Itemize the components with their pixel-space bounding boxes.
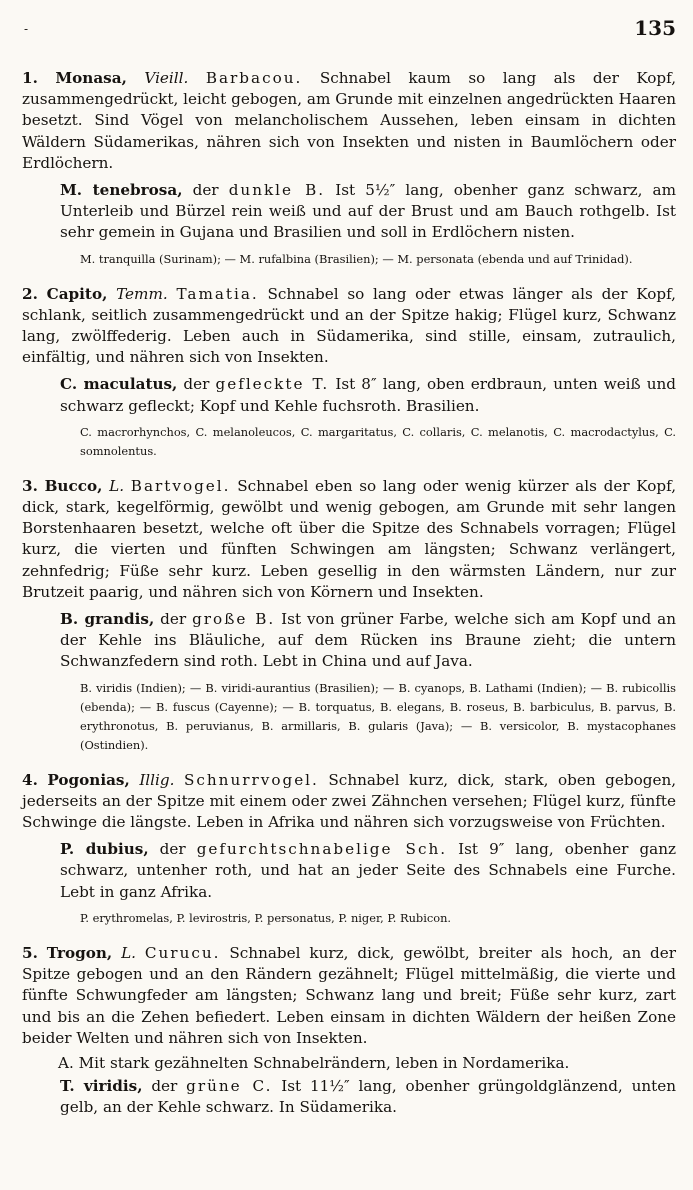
species-name: P. dubius, <box>60 840 149 859</box>
species-article: der <box>192 181 219 200</box>
genus-name: Bucco, <box>44 476 103 495</box>
species-name: T. viridis, <box>60 1077 143 1096</box>
other-species: B. viridis (Indien); — B. viridi-aurantius (Brasilien); — B. cyanops, B. Lathami (Indien); — B. rubicollis (ebenda); — B. fuscus (Cayenne); — B. torquatus, B. elegans, B. roseus, B. barbiculus, B. parvus, B. erythronotus, B. peruvianus, B. armillaris, B. gularis (Java); — B. versicolor, B. mystacophanes (Ostindien). <box>80 680 676 752</box>
species-text: Ist von grüner Farbe, welche sich am Kopf und an der Kehle ins Bläuliche, auf dem Rücken ins Braune zieht; die untern Schwanzfedern sind roth. Lebt in China und auf Java. <box>60 610 677 671</box>
genus-authority: L. <box>109 476 125 495</box>
species-text: Ist 9″ lang, obenher ganz schwarz, untenher roth, und hat an jeder Seite des Schnabels eine Furche. Lebt in ganz Afrika. <box>60 840 677 901</box>
genus-number: 4. <box>22 770 38 789</box>
genus-authority: Vieill. <box>144 69 189 87</box>
genus-number: 5. <box>22 943 38 962</box>
other-species: M. tranquilla (Surinam); — M. rufalbina (Brasilien); — M. personata (ebenda und auf Trinidad). <box>80 251 633 266</box>
species-article: der <box>151 1077 178 1096</box>
page-content <box>22 68 676 1119</box>
species-common-name: große B. <box>192 610 276 629</box>
genus-text: Schnabel kaum so lang als der Kopf, zusammengedrückt, leicht gebogen, am Grunde mit einzelnen angedrückten Haaren besetzt. Sind Vögel von melancholischem Aussehen, leben einsam in dichten Wäldern Südamerikas, nähren sich von Insekten und nisten in Baumlöchern oder Erdlöchern. <box>22 69 677 172</box>
genus-number: 1. <box>22 69 38 87</box>
genus-vernacular: Barbacou. <box>205 69 303 87</box>
genus-name: Pogonias, <box>47 770 130 789</box>
species-text: Ist 8″ lang, oben erdbraun, unten weiß und schwarz gefleckt; Kopf und Kehle fuchsroth. Brasilien. <box>60 375 677 415</box>
genus-description <box>22 770 676 834</box>
genus-entry <box>22 284 676 461</box>
species-common-name: gefleckte T. <box>215 375 330 394</box>
genus-description <box>22 476 676 603</box>
genus-number: 3. <box>22 476 38 495</box>
species-name: C. maculatus, <box>60 375 178 394</box>
species-text: Ist 11½″ lang, obenher grüngoldglänzend, unten gelb, an der Kehle schwarz. In Südamerika. <box>60 1077 677 1117</box>
genus-number: 2. <box>22 284 38 303</box>
species-common-name: gefurchtschnabelige Sch. <box>196 840 448 859</box>
species-article: der <box>160 610 187 629</box>
genus-entry <box>22 476 676 755</box>
genus-vernacular: Schnurrvogel. <box>183 770 319 789</box>
species-common-name: dunkle B. <box>228 181 326 200</box>
other-species: C. macrorhynchos, C. melanoleucos, C. margaritatus, C. collaris, C. melanotis, C. macrodactylus, C. somnolentus. <box>80 424 676 458</box>
species-common-name: grüne C. <box>186 1077 273 1096</box>
genus-description <box>22 68 676 174</box>
genus-text: Schnabel kurz, dick, stark, oben gebogen, jederseits an der Spitze mit einem oder zwei Zähnchen versehen; Flügel kurz, fünfte Schwinge die längste. Leben in Afrika und nähren sich vorzugsweise von Früchten. <box>22 770 677 832</box>
corner-mark: - <box>24 22 29 36</box>
genus-name: Capito, <box>46 284 108 303</box>
genus-name: Monasa, <box>55 69 127 87</box>
genus-entry <box>22 943 676 1119</box>
genus-vernacular: Curucu. <box>144 943 221 962</box>
genus-entry <box>22 68 676 269</box>
species-name: M. tenebrosa, <box>60 181 183 200</box>
genus-text: Schnabel so lang oder etwas länger als der Kopf, schlank, seitlich zusammengedrückt und an der Spitze hakig; Flügel kurz, Schwanz lang, zwölffederig. Leben auch in Südamerika, sind stille, einsam, zutraulich, einfältig, und nähren sich von Insekten. <box>22 284 677 367</box>
species-name: B. grandis, <box>60 610 155 629</box>
genus-entry <box>22 770 676 928</box>
genus-name: Trogon, <box>46 943 113 962</box>
species-description <box>22 180 676 244</box>
genus-description <box>22 943 676 1049</box>
genus-authority: Illig. <box>139 770 175 789</box>
genus-vernacular: Tamatia. <box>176 284 259 303</box>
species-description <box>22 374 676 416</box>
species-description <box>22 609 676 673</box>
genus-authority: L. <box>121 943 136 962</box>
species-description <box>22 839 676 903</box>
genus-text: Schnabel kurz, dick, gewölbt, breiter als hoch, an der Spitze gebogen und an den Rändern gezähnelt; Flügel mittelmäßig, die vierte und fünfte Schwungfeder am längsten; Schwanz lang und breit; Füße sehr kurz, zart und bis an die Zehen befiedert. Leben einsam in dichten Wäldern der heißen Zone beider Welten und nähren sich von Insekten. <box>22 943 676 1047</box>
page-number: 135 <box>634 16 676 40</box>
species-article: der <box>183 375 210 394</box>
genus-vernacular: Bartvogel. <box>130 476 231 495</box>
species-article: der <box>159 840 186 859</box>
genus-text: Schnabel eben so lang oder wenig kürzer als der Kopf, dick, stark, kegelförmig, gewölbt und wenig gebogen, am Grunde mit sehr langen Borstenhaaren besetzt, welche oft über die Spitze des Schnabels vorragen; Flügel kurz, die vierten und fünften Schwingen am längsten; Schwanz verlängert, zehnfedrig; Füße sehr kurz. Leben gesellig in den wärmsten Ländern, nur zur Brutzeit paarig, und nähren sich von Körnern und Insekten. <box>22 476 677 601</box>
other-species: P. erythromelas, P. levirostris, P. personatus, P. niger, P. Rubicon. <box>80 910 452 925</box>
genus-authority: Temm. <box>116 284 168 303</box>
species-text: Ist 5½″ lang, obenher ganz schwarz, am Unterleib und Bürzel rein weiß und auf der Brust und am Bauch rothgelb. Ist sehr gemein in Gujana und Brasilien und soll in Erdlöchern nisten. <box>60 181 676 242</box>
subgroup-note: A. Mit stark gezähnelten Schnabelrändern, leben in Nordamerika. <box>58 1053 570 1072</box>
species-description <box>22 1076 676 1118</box>
genus-description <box>22 284 676 369</box>
